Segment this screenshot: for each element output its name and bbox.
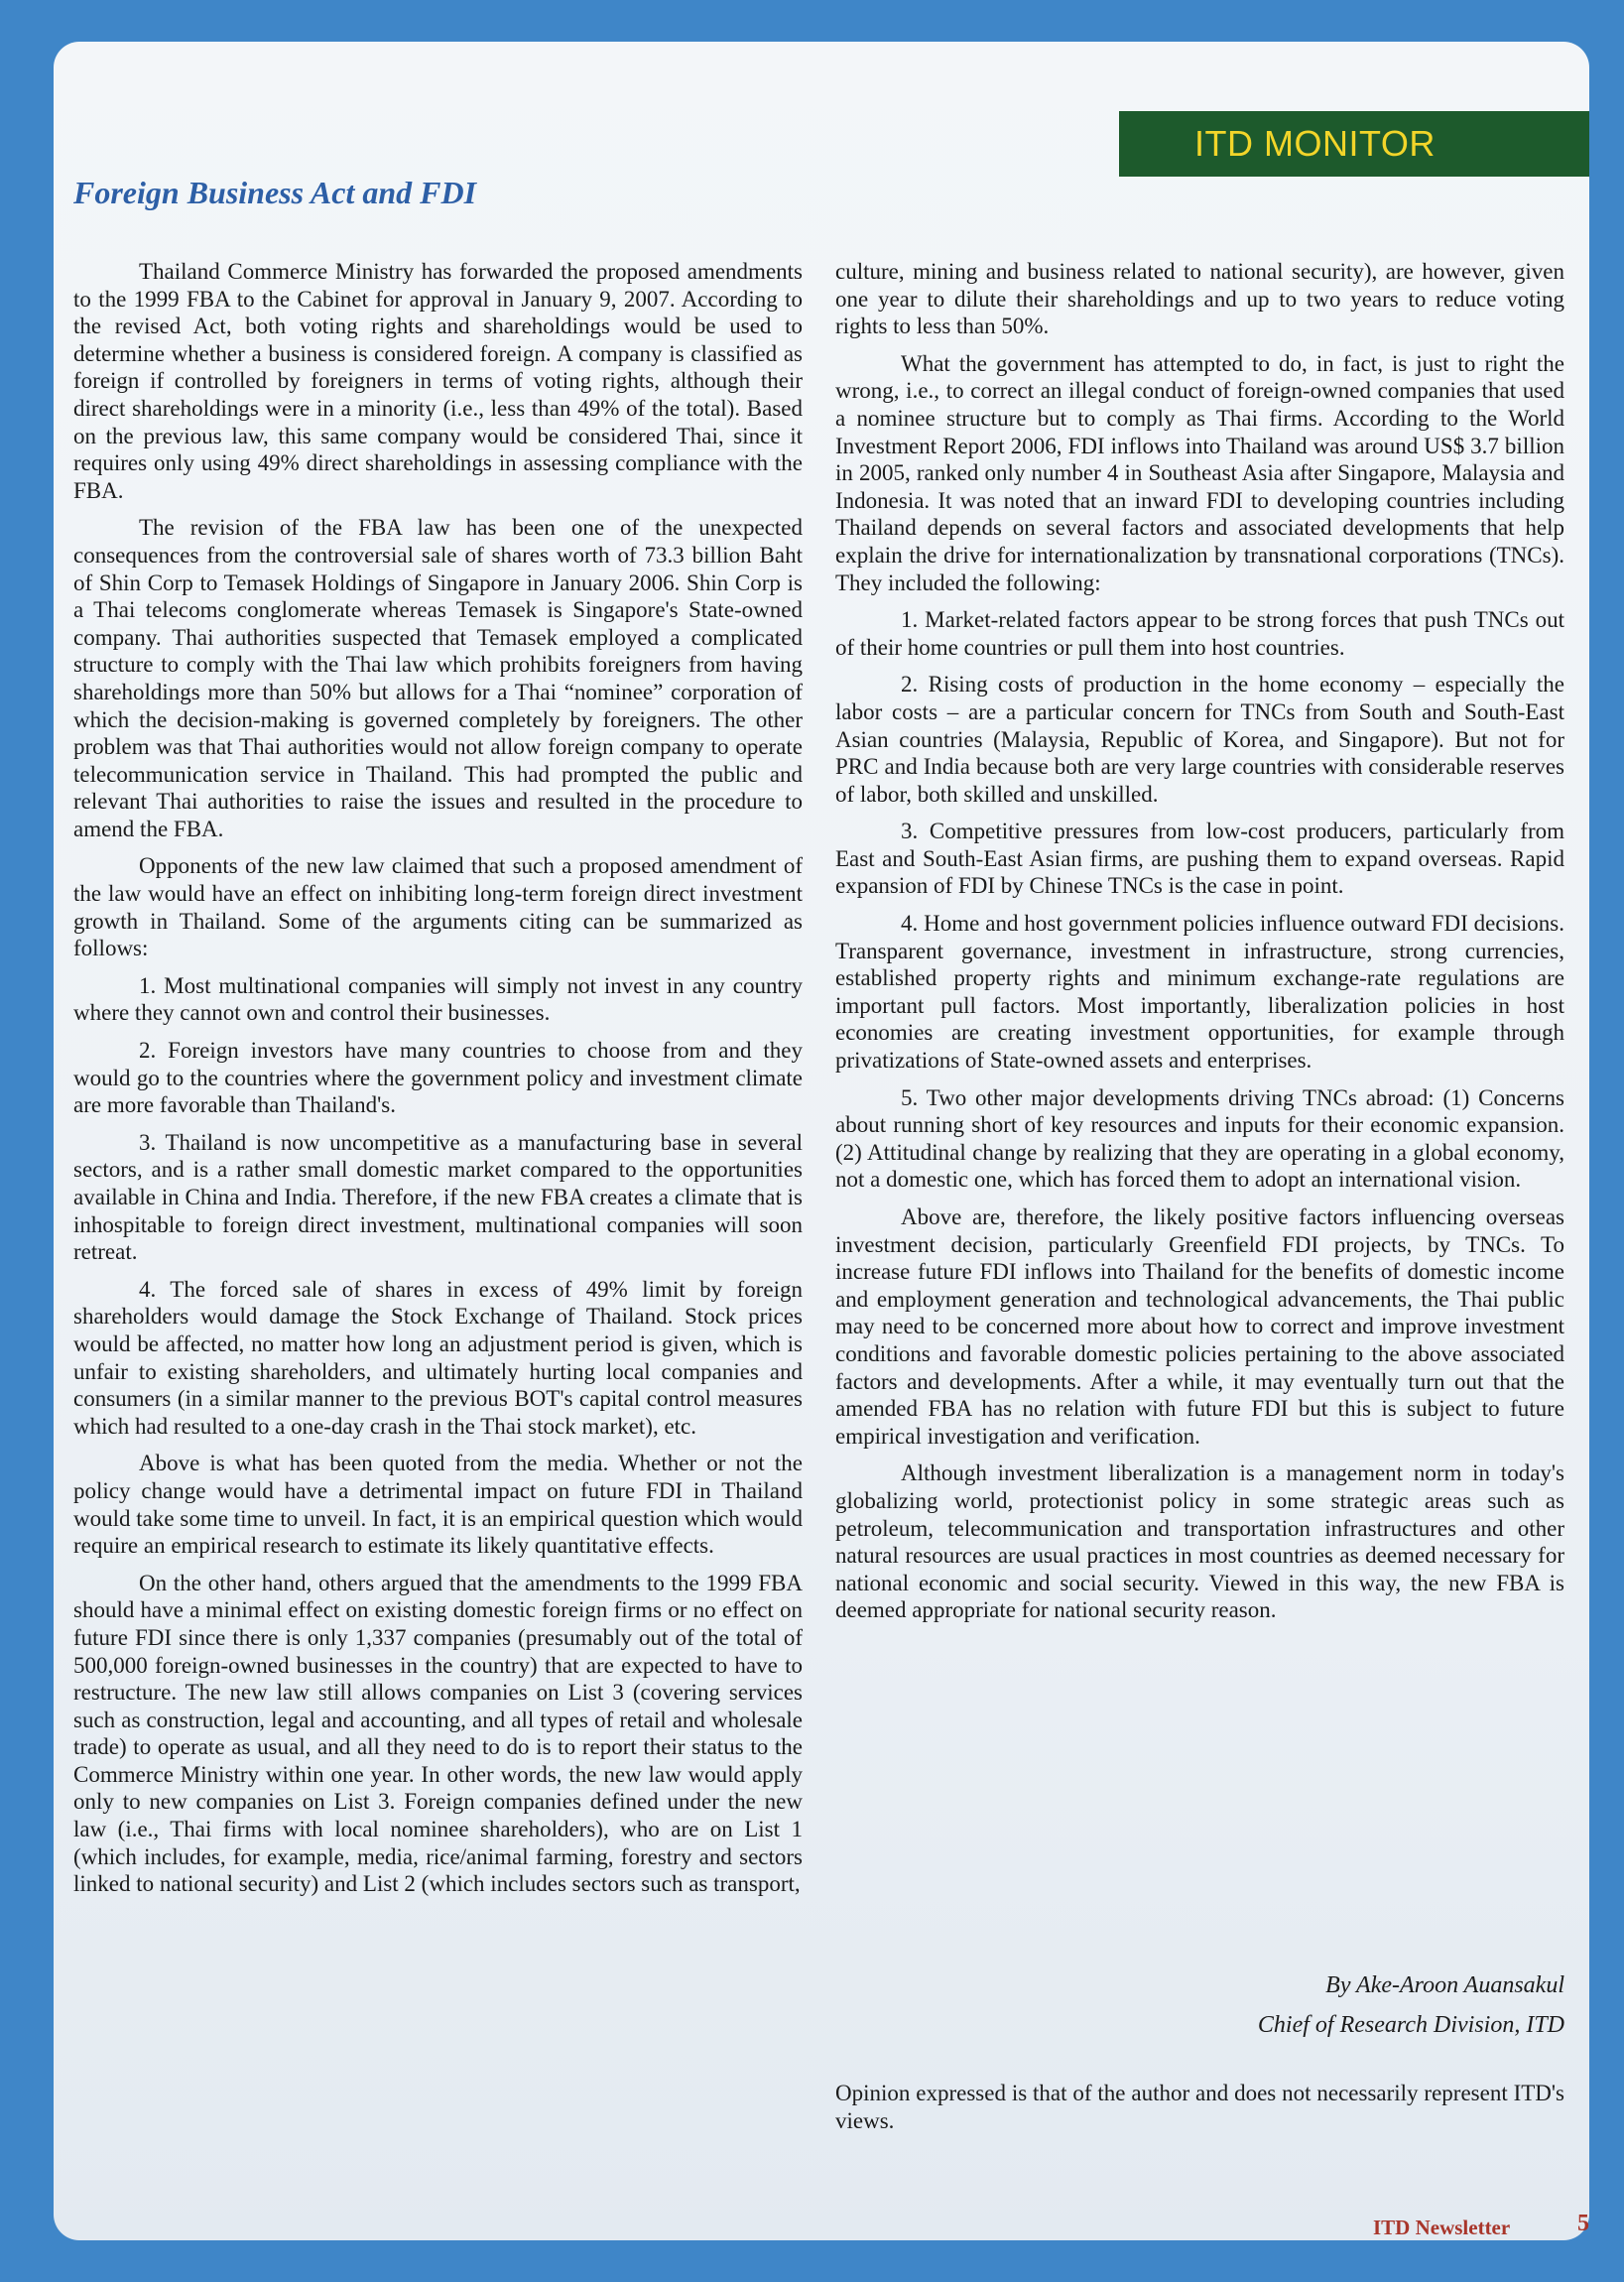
list-item: 2. Rising costs of production in the home economy – especially the labor costs – are a particular concern for TNCs from South and South-East Asian countries (Malaysia, Republic of Korea, and Singapore). But not for PRC and India because both are very large countries with considerable reserves of labor, both skilled and unskilled. (835, 672, 1564, 807)
list-item: 3. Competitive pressures from low-cost producers, particularly from East and South-East Asian firms, are pushing them to expand overseas. Rapid expansion of FDI by Chinese TNCs is the case in point. (835, 819, 1564, 899)
paragraph: What the government has attempted to do, in fact, is just to right the wrong, i.e., to correct an illegal conduct of foreign-owned companies that used a nominee structure but to comply as Thai firms. According to the World Investment Report 2006, FDI inflows into Thailand was around US$ 3.7 billion in 2005, ranked only number 4 in Southeast Asia after Singapore, Malaysia and Indonesia. It was noted that an inward FDI to developing countries including Thailand depends on several factors and associated developments that help explain the drive for internationalization by transnational corporations (TNCs). They included the following: (835, 350, 1564, 595)
list-item: 4. The forced sale of shares in excess of 49% limit by foreign shareholders would damage the Stock Exchange of Thailand. Stock prices would be affected, no matter how long an adjustment period is given, which is unfair to existing shareholders, and ultimately hurting local companies and consumers (in a similar manner to the previous BOT's capital control measures which had resulted to a one-day crash in the Thai stock market), etc. (73, 1276, 803, 1439)
paragraph-continuation: culture, mining and business related to national security), are however, given one year to dilute their shareholdings and up to two years to reduce voting rights to less than 50%. (835, 259, 1564, 339)
paragraph: Thailand Commerce Ministry has forwarded the proposed amendments to the 1999 FBA to the Cabinet for approval in January 9, 2007. According to the revised Act, both voting rights and shareholdings would be used to determine whether a business is considered foreign. A company is classified as foreign if controlled by foreigners in terms of voting rights, although their direct shareholdings were in a minority (i.e., less than 49% of the total). Based on the previous law, this same company would be considered Thai, since it requires only using 49% direct shareholdings in assessing compliance with the FBA. (73, 259, 803, 503)
banner-text: ITD MONITOR (1194, 123, 1436, 164)
disclaimer: Opinion expressed is that of the author and does not necessarily represent ITD's views. (835, 2081, 1564, 2133)
list-item: 4. Home and host government policies influence outward FDI decisions. Transparent governance, investment in infrastructure, strong currencies, established property rights and minimum exchange-rate regulations are important pull factors. Most importantly, liberalization policies in host economies are creating investment opportunities, for example through privatizations of State-owned assets and enterprises. (835, 911, 1564, 1074)
list-item: 3. Thailand is now uncompetitive as a manufacturing base in several sectors, and is a rather small domestic market compared to the opportunities available in China and India. Therefore, if the new FBA creates a climate that is inhospitable to foreign direct investment, multinational companies will soon retreat. (73, 1129, 803, 1265)
list-item: 5. Two other major developments driving TNCs abroad: (1) Concerns about running short of key resources and inputs for their economic expansion. (2) Attitudinal change by realizing that they are operating in a global economy, not a domestic one, which has forced them to adopt an international vision. (835, 1084, 1564, 1193)
list-item: 2. Foreign investors have many countries to choose from and they would go to the countries where the government policy and investment climate are more favorable than Thailand's. (73, 1038, 803, 1118)
article-title: Foreign Business Act and FDI (73, 175, 477, 210)
list-item: 1. Most multinational companies will simply not invest in any country where they cannot own and control their businesses. (73, 972, 803, 1026)
list-item: 1. Market-related factors appear to be strong forces that push TNCs out of their home countries or pull them into host countries. (835, 607, 1564, 660)
section-banner (1119, 111, 1589, 177)
paragraph: Although investment liberalization is a management norm in today's globalizing world, protectionist policy in some strategic areas such as petroleum, telecommunication and transportation infrastructures and other natural resources are usual practices in most countries as deemed necessary for national economic and social security. Viewed in this way, the new FBA is deemed appropriate for national security reason. (835, 1460, 1564, 1623)
author-name: By Ake-Aroon Auansakul (1325, 1972, 1564, 1998)
paragraph: On the other hand, others argued that the amendments to the 1999 FBA should have a minimal effect on existing domestic foreign firms or no effect on future FDI since there is only 1,337 companies (presumably out of the total of 500,000 foreign-owned businesses in the country) that are expected to have to restructure. The new law still allows companies on List 3 (covering services such as construction, legal and accounting, and all types of retail and wholesale trade) to operate as usual, and all they need to do is to report their status to the Commerce Ministry within one year. In other words, the new law would apply only to new companies on List 3. Foreign companies defined under the new law (i.e., Thai firms with local nominee shareholders), who are on List 1 (which includes, for example, media, rice/animal farming, forestry and sectors linked to national security) and List 2 (which includes sectors such as transport, (73, 1570, 803, 1897)
footer-newsletter-name: ITD Newsletter (1373, 2216, 1511, 2239)
page-number: 5 (1577, 2211, 1589, 2236)
right-column (835, 258, 1564, 1634)
paragraph: Opponents of the new law claimed that such a proposed amendment of the law would have an effect on inhibiting long-term foreign direct investment growth in Thailand. Some of the arguments citing can be summarized as follows: (73, 853, 803, 961)
author-title: Chief of Research Division, ITD (1257, 2012, 1564, 2038)
left-column (73, 258, 803, 1908)
paragraph: Above are, therefore, the likely positive factors influencing overseas investment decision, particularly Greenfield FDI projects, by TNCs. To increase future FDI inflows into Thailand for the benefits of domestic income and employment generation and technological advancements, the Thai public may need to be concerned more about how to correct and improve investment conditions and favorable domestic policies pertaining to the above associated factors and developments. After a while, it may eventually turn out that the amended FBA has no relation with future FDI but this is subject to future empirical investigation and verification. (835, 1204, 1564, 1449)
paragraph: Above is what has been quoted from the media. Whether or not the policy change would have a detrimental impact on future FDI in Thailand would take some time to unveil. In fact, it is an empirical question which would require an empirical research to estimate its likely quantitative effects. (73, 1451, 803, 1559)
paragraph: The revision of the FBA law has been one of the unexpected consequences from the controversial sale of shares worth of 73.3 billion Baht of Shin Corp to Temasek Holdings of Singapore in January 2006. Shin Corp is a Thai telecoms conglomerate whereas Temasek is Singapore's State-owned company. Thai authorities suspected that Temasek employed a complicated structure to comply with the Thai law which prohibits foreigners from having shareholdings more than 50% but allows for a Thai “nominee” corporation of which the decision-making is governed completely by foreigners. The other problem was that Thai authorities would not allow foreign company to operate telecommunication service in Thailand. This had prompted the public and relevant Thai authorities to raise the issues and resulted in the procedure to amend the FBA. (73, 515, 803, 841)
